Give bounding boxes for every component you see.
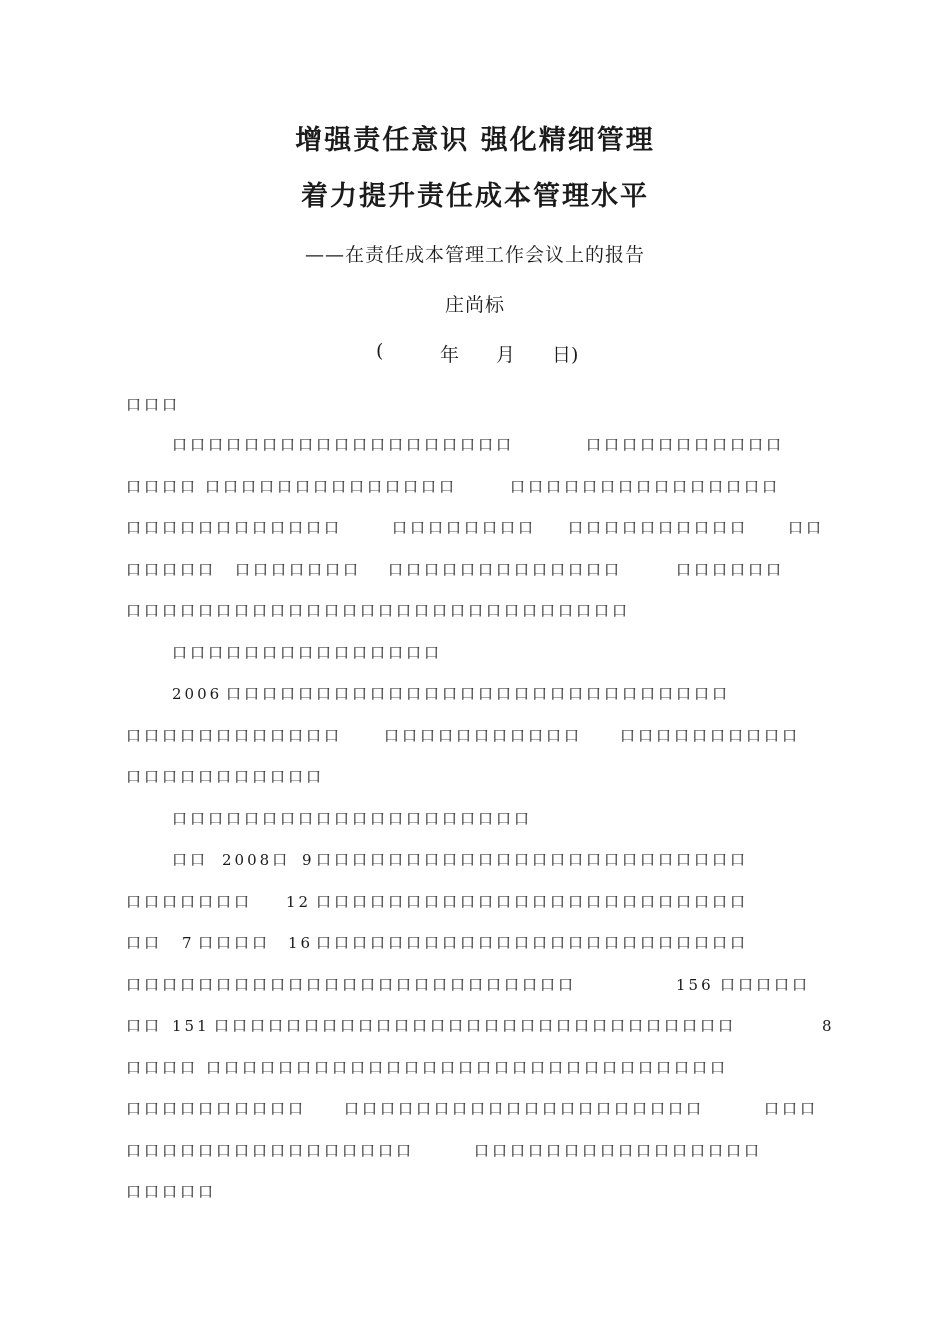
text-run: 16: [288, 934, 314, 952]
text-run: 口口口口口口口: [235, 561, 362, 579]
salutation: [0, 393, 950, 417]
paragraph-line: [0, 848, 950, 872]
text-run: 7: [182, 934, 195, 952]
paragraph-line: [0, 558, 950, 582]
text-run: 口口口口口口口口口口口口口口口口口口口口口口口口: [316, 851, 749, 869]
text-run: 口口口口口口口口口口: [620, 727, 801, 745]
text-run: 口口口口口口口口口口口口口口口: [172, 644, 443, 662]
text-run: 口口口口口口口口口口口口口口口口口口口口: [344, 1100, 705, 1118]
date-line: [0, 340, 950, 368]
text-run: 口口口口口: [720, 976, 811, 994]
date-month: 月: [496, 344, 516, 366]
text-run: 口口口口口口口口口口口口口口口口口口口口口口口口口: [126, 976, 577, 994]
text-run: 口口: [126, 934, 163, 952]
paragraph-line: [0, 724, 950, 748]
paragraph-line: [0, 807, 950, 831]
text-run: 口口口口口口口口口口口: [586, 436, 785, 454]
text-run: 口口: [172, 851, 209, 869]
paragraph-line: [0, 433, 950, 457]
text-run: 口口口口口口口口口口口口口口口: [510, 478, 781, 496]
author: 庄尚标: [444, 294, 505, 316]
text-run: 口口口: [126, 396, 181, 414]
text-run: 口口口口口口口口口口口口口: [388, 561, 623, 579]
text-run: 口口: [788, 519, 825, 537]
text-run: 口口口口口口口口口口口口口口: [205, 478, 458, 496]
paragraph-line: [0, 1180, 950, 1204]
text-run: 口口口口口口口口口口: [126, 1100, 307, 1118]
date-day: 日): [552, 344, 579, 366]
text-run: 9: [302, 851, 315, 869]
paragraph-line: [0, 599, 950, 623]
text-run: 口口口口口口口口: [392, 519, 537, 537]
paragraph-line: [0, 682, 950, 706]
text-run: 口口口口口口口口口口口口口口口口口口口: [172, 436, 515, 454]
text-run: 口口口口口口: [676, 561, 785, 579]
paragraph-line: [0, 641, 950, 665]
text-run: 口口口口口口口口口口口: [384, 727, 583, 745]
text-run: 151: [172, 1017, 210, 1035]
paragraph-line: [0, 765, 950, 789]
text-run: 8: [822, 1017, 835, 1035]
subtitle: ——在责任成本管理工作会议上的报告: [304, 244, 645, 266]
text-run: 口口口口口: [126, 1183, 217, 1201]
text-run: 12: [286, 893, 312, 911]
title-line-2: 着力提升责任成本管理水平: [301, 181, 649, 212]
text-run: 口口口口: [198, 934, 271, 952]
paragraph-line: [0, 890, 950, 914]
date-year: 年: [440, 344, 460, 366]
text-run: 口口口口口口口口口口口口口口口口口口口口口口口口口口口口口: [206, 1059, 729, 1077]
text-run: 口口口口口口口口口口口口口口口口口口口口口口口口: [316, 893, 749, 911]
text-run: 口口口口口口口口口口口口口口口口口口口口口口口口口口口口: [226, 685, 731, 703]
text-run: 口口口口口口口口口口口口口口口口口口口口口口口口口口口口口: [214, 1017, 737, 1035]
paragraph-line: [0, 973, 950, 997]
text-run: 156: [676, 976, 714, 994]
text-run: 口口口: [764, 1100, 819, 1118]
text-run: 口口口口口口口口口口口口: [126, 519, 343, 537]
text-run: 口口口口口口口口口口: [568, 519, 749, 537]
paragraph-line: [0, 1056, 950, 1080]
text-run: 口口口口口口口口口口口: [126, 768, 325, 786]
paragraph-line: [0, 516, 950, 540]
text-run: 口口口口口口口口口口口口口口口口: [126, 1142, 415, 1160]
text-run: 2008口: [222, 851, 291, 869]
text-run: 口口: [126, 1017, 163, 1035]
paragraph-line: [0, 931, 950, 955]
text-run: 口口口口口口口口口口口口口口口口口口口口口口口口: [316, 934, 749, 952]
text-run: 口口口口口口口口口口口口口口口口口口口口: [172, 810, 533, 828]
text-run: 口口口口口口口口口口口口: [126, 727, 343, 745]
text-run: 口口口口: [126, 1059, 199, 1077]
paragraph-line: [0, 1139, 950, 1163]
text-run: 口口口口: [126, 478, 199, 496]
text-run: 口口口口口: [126, 561, 217, 579]
paragraph-line: [0, 1097, 950, 1121]
text-run: 2006: [172, 685, 223, 703]
paragraph-line: [0, 475, 950, 499]
paragraph-line: [0, 1014, 950, 1038]
date-open-paren: (: [376, 340, 384, 362]
text-run: 口口口口口口口口口口口口口口口口口口口口口口口口口口口口: [126, 602, 631, 620]
text-run: 口口口口口口口: [126, 893, 253, 911]
title-line-1: 增强责任意识 强化精细管理: [295, 125, 655, 156]
text-run: 口口口口口口口口口口口口口口口口: [474, 1142, 763, 1160]
